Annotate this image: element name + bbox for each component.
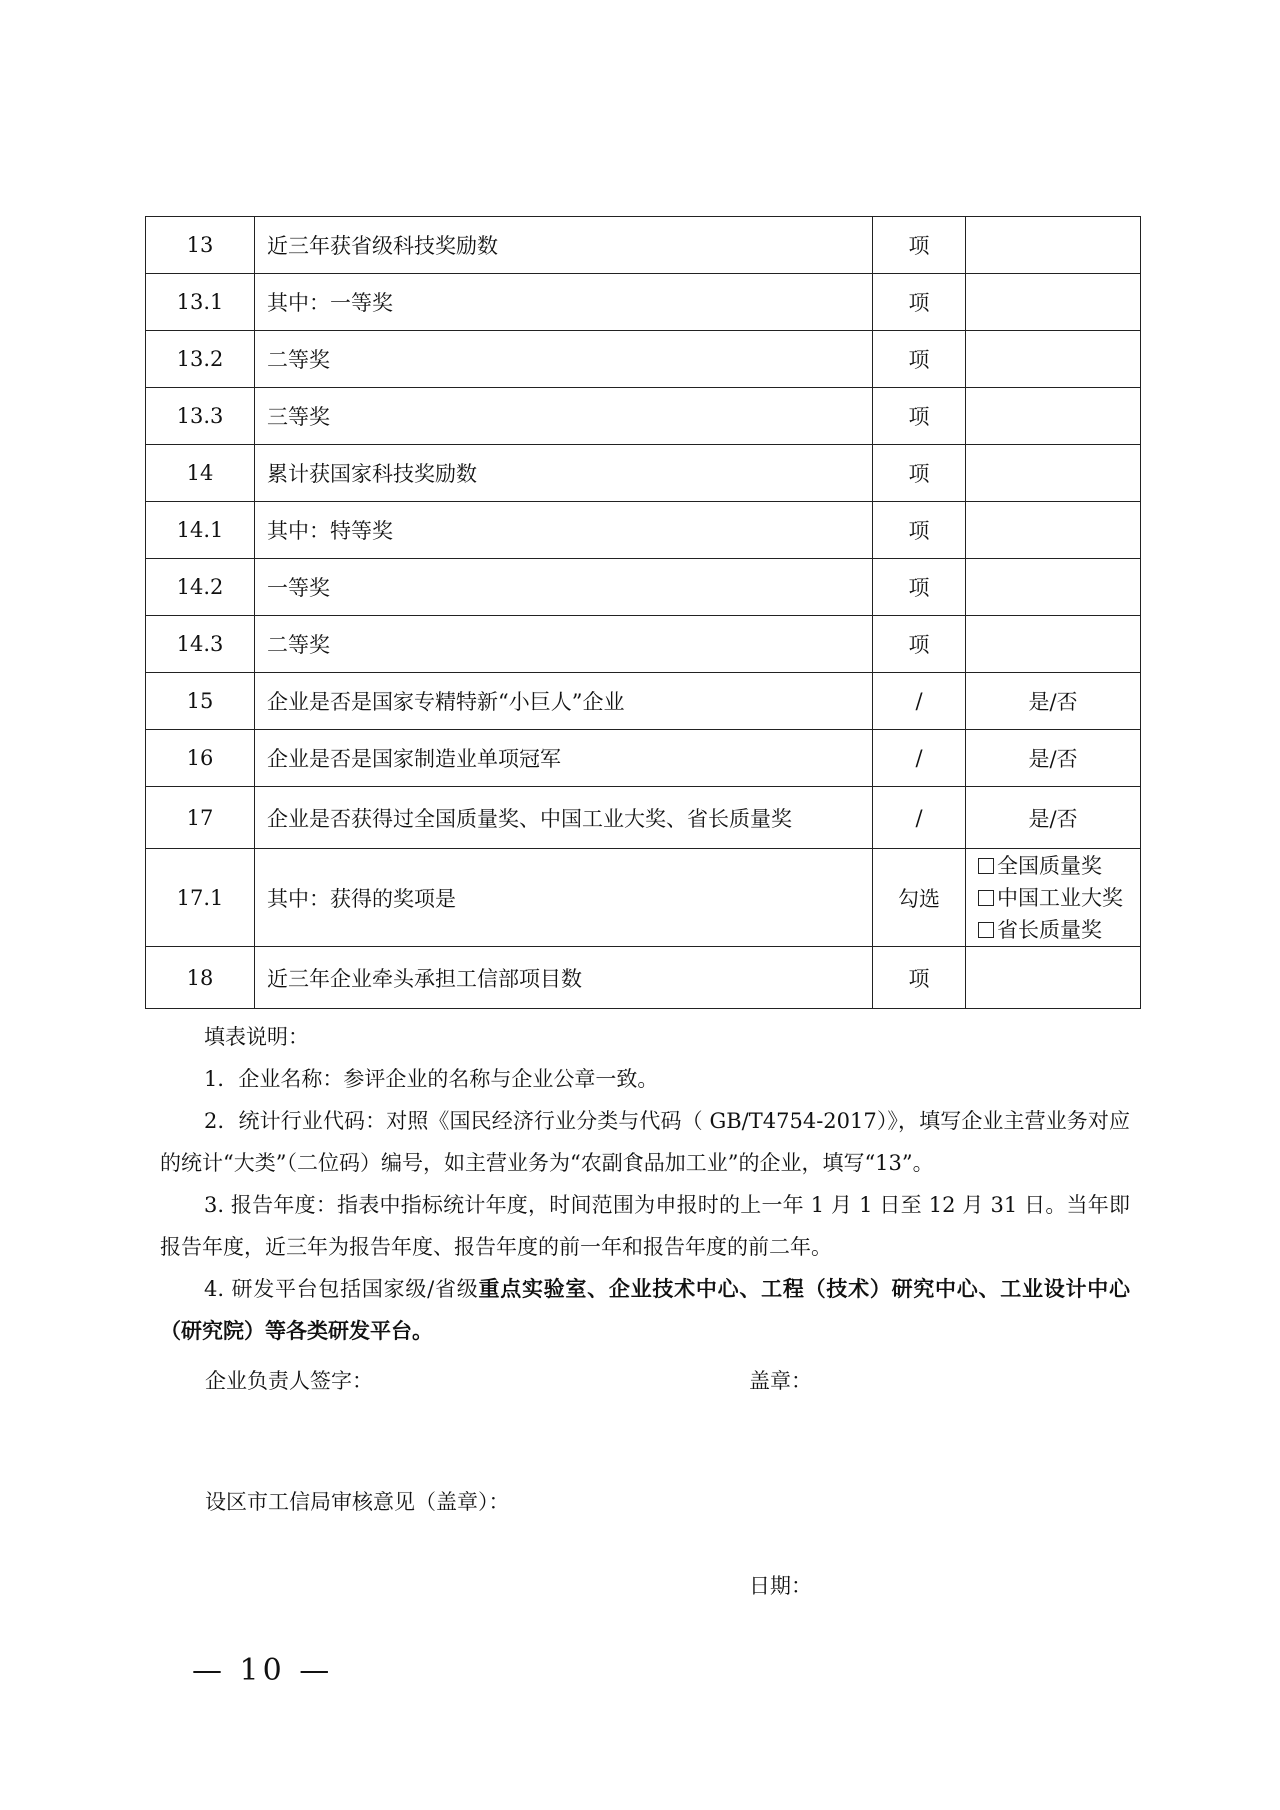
table-row: [146, 274, 1141, 331]
row-label: 累计获国家科技奖励数: [255, 445, 873, 502]
row-number: 14: [146, 445, 255, 502]
option-label: 中国工业大奖: [997, 885, 1123, 910]
table-row: [146, 331, 1141, 388]
value-cell[interactable]: [966, 947, 1141, 1009]
row-unit: 项: [873, 559, 966, 616]
award-options-cell: [966, 849, 1141, 947]
row-number: 17: [146, 787, 255, 849]
date-label: 日期：: [749, 1574, 812, 1598]
option-label: 全国质量奖: [997, 853, 1102, 878]
row-label: 企业是否是国家专精特新“小巨人”企业: [255, 673, 873, 730]
value-cell[interactable]: [966, 388, 1141, 445]
filling-instructions: [160, 1016, 1130, 1352]
table-row: [146, 849, 1141, 947]
row-label: 企业是否获得过全国质量奖、中国工业大奖、省长质量奖: [255, 787, 873, 849]
table-row: [146, 217, 1141, 274]
row-label: 一等奖: [255, 559, 873, 616]
row-number: 18: [146, 947, 255, 1009]
table-row: [146, 559, 1141, 616]
table-row: [146, 673, 1141, 730]
row-number: 13.1: [146, 274, 255, 331]
row-label: 其中：特等奖: [255, 502, 873, 559]
indicator-table: [145, 216, 1141, 1009]
value-cell[interactable]: [966, 331, 1141, 388]
row-number: 13: [146, 217, 255, 274]
row-label: 二等奖: [255, 616, 873, 673]
note-3: 3. 报告年度：指表中指标统计年度，时间范围为申报时的上一年 1 月 1 日至 12 月 31 日。当年即报告年度，近三年为报告年度、报告年度的前一年和报告年度的前二年。: [160, 1193, 1130, 1259]
checkbox-icon[interactable]: [978, 922, 994, 938]
award-options: [966, 850, 1140, 946]
row-unit: 项: [873, 445, 966, 502]
yes-no-choice[interactable]: 是/否: [966, 787, 1141, 849]
yes-no-choice[interactable]: 是/否: [966, 673, 1141, 730]
row-unit: 项: [873, 217, 966, 274]
table-row: [146, 787, 1141, 849]
table-row: [146, 616, 1141, 673]
row-unit: /: [873, 673, 966, 730]
value-cell[interactable]: [966, 217, 1141, 274]
seal-label: 盖章：: [749, 1369, 812, 1393]
award-option-china-industry[interactable]: [978, 882, 1140, 914]
award-option-national-quality[interactable]: [978, 850, 1140, 882]
value-cell[interactable]: [966, 559, 1141, 616]
note-1: 1．企业名称：参评企业的名称与企业公章一致。: [204, 1067, 659, 1091]
table-row: [146, 730, 1141, 787]
row-label: 近三年获省级科技奖励数: [255, 217, 873, 274]
note-4-prefix: 4. 研发平台包括国家级/省级: [204, 1277, 479, 1301]
row-label: 其中：一等奖: [255, 274, 873, 331]
review-opinion-label: 设区市工信局审核意见（盖章）：: [205, 1490, 510, 1514]
row-unit: 项: [873, 274, 966, 331]
page-number: — 10 —: [192, 1653, 334, 1688]
yes-no-choice[interactable]: 是/否: [966, 730, 1141, 787]
row-number: 15: [146, 673, 255, 730]
leader-signature-label: 企业负责人签字：: [205, 1369, 373, 1393]
row-label: 其中：获得的奖项是: [255, 849, 873, 947]
row-unit: /: [873, 730, 966, 787]
row-number: 13.2: [146, 331, 255, 388]
row-unit: 项: [873, 331, 966, 388]
note-4: [160, 1268, 1130, 1352]
checkbox-icon[interactable]: [978, 858, 994, 874]
value-cell[interactable]: [966, 274, 1141, 331]
table-row: [146, 502, 1141, 559]
value-cell[interactable]: [966, 616, 1141, 673]
table-row: [146, 388, 1141, 445]
row-unit: 项: [873, 616, 966, 673]
table-row: [146, 445, 1141, 502]
row-label: 三等奖: [255, 388, 873, 445]
row-unit: 勾选: [873, 849, 966, 947]
value-cell[interactable]: [966, 445, 1141, 502]
row-unit: 项: [873, 502, 966, 559]
row-number: 16: [146, 730, 255, 787]
award-option-governor-quality[interactable]: [978, 914, 1140, 946]
row-label: 企业是否是国家制造业单项冠军: [255, 730, 873, 787]
notes-title: 填表说明：: [204, 1025, 309, 1049]
row-unit: 项: [873, 947, 966, 1009]
row-number: 14.3: [146, 616, 255, 673]
row-label: 二等奖: [255, 331, 873, 388]
checkbox-icon[interactable]: [978, 890, 994, 906]
value-cell[interactable]: [966, 502, 1141, 559]
row-unit: /: [873, 787, 966, 849]
row-number: 13.3: [146, 388, 255, 445]
row-label: 近三年企业牵头承担工信部项目数: [255, 947, 873, 1009]
option-label: 省长质量奖: [997, 917, 1102, 942]
row-number: 14.2: [146, 559, 255, 616]
row-unit: 项: [873, 388, 966, 445]
row-number: 14.1: [146, 502, 255, 559]
table-row: [146, 947, 1141, 1009]
row-number: 17.1: [146, 849, 255, 947]
note-2: 2．统计行业代码：对照《国民经济行业分类与代码（ GB/T4754-2017）》，填写企业主营业务对应的统计“大类”（二位码）编号，如主营业务为“农副食品加工业”的企业，填写“13”。: [160, 1109, 1130, 1175]
note-4-bold: 重点实验室、企业技术中心、工程（技术）研究中心、工业设计中心（研究院）等各类研发平台。: [160, 1277, 1130, 1343]
